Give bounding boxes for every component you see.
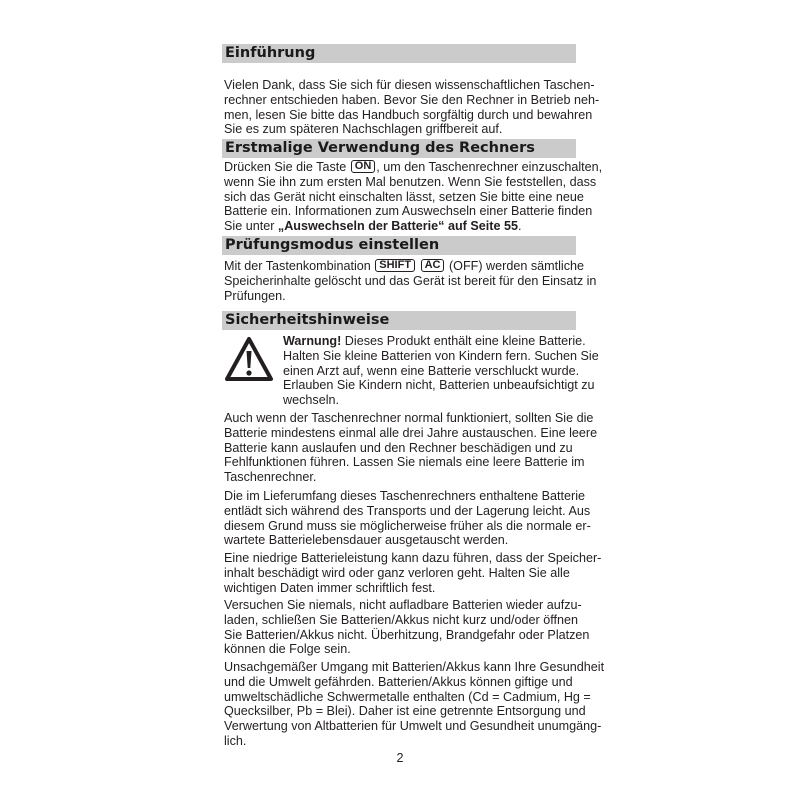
text-line	[224, 551, 602, 566]
paragraph-first-use	[224, 160, 603, 234]
text-segment: .	[517, 219, 522, 234]
text-line	[224, 78, 595, 93]
text-segment: Prüfungen.	[224, 288, 286, 303]
text-segment: Unsachgemäßer Umgang mit Batterien/Akkus kann Ihre Gesundheit	[224, 660, 605, 674]
text-segment: wichtigen Daten immer schriftlich fest.	[224, 580, 436, 595]
text-line	[224, 533, 580, 548]
text-line	[224, 566, 580, 581]
text-line	[224, 259, 585, 274]
text-line	[283, 378, 595, 393]
text-line	[224, 441, 580, 456]
text-segment: Sie Batterien/Akkus nicht. Überhitzung, Brandgefahr oder Platzen	[224, 627, 590, 642]
text-line	[224, 598, 580, 613]
text-line	[224, 518, 591, 534]
text-line	[224, 122, 580, 137]
text-line	[224, 581, 580, 596]
section-heading-einfuehrung: Einführung	[222, 44, 576, 63]
text-line	[283, 348, 599, 364]
text-line	[283, 364, 583, 379]
text-segment: (OFF) werden sämtliche	[445, 259, 585, 273]
text-line	[224, 675, 580, 690]
text-segment: Vielen Dank, dass Sie sich für diesen wissenschaftlichen Taschen-	[224, 78, 595, 92]
text-line	[224, 719, 602, 734]
text-segment: wenn Sie ihn zum ersten Mal benutzen. Wenn Sie feststellen, dass	[224, 174, 597, 189]
text-segment: Verwertung von Altbatterien für Umwelt und Gesundheit unumgäng-	[224, 719, 602, 734]
text-segment: diesem Grund muss sie möglicherweise früher als die normale er-	[224, 518, 591, 533]
paragraph-no-recharge	[224, 598, 590, 657]
warning-triangle-icon	[224, 336, 274, 382]
text-segment: Mit der Tastenkombination	[224, 259, 375, 273]
bold-text: Warnung!	[283, 334, 342, 348]
warning-paragraph	[283, 334, 599, 408]
section-heading-erstmalige-verwendung: Erstmalige Verwendung des Rechners	[222, 139, 576, 158]
paragraph-environment	[224, 660, 605, 749]
text-segment: Auch wenn der Taschenrechner normal funktioniert, sollten Sie die	[224, 411, 594, 425]
text-line	[224, 689, 591, 705]
text-segment: Dieses Produkt enthält eine kleine Batterie.	[341, 334, 586, 348]
paragraph-intro	[224, 78, 600, 137]
text-segment: Die im Lieferumfang dieses Taschenrechners enthaltene Batterie	[224, 489, 585, 503]
text-line	[224, 642, 580, 657]
paragraph-exam-mode	[224, 259, 597, 303]
text-segment: laden, schließen Sie Batterien/Akkus nicht kurz und/oder öffnen	[224, 612, 579, 627]
text-line	[224, 107, 593, 123]
paragraph-low-battery	[224, 551, 602, 595]
text-segment: einen Arzt auf, wenn eine Batterie verschluckt wurde.	[283, 363, 580, 378]
text-segment: Erlauben Sie Kindern nicht, Batterien unbeaufsichtigt zu	[283, 378, 595, 393]
key-on-icon: ON	[351, 160, 376, 173]
text-segment: entlädt sich während des Transports und der Lagerung leicht. Aus	[224, 503, 591, 518]
section-heading-sicherheitshinweise: Sicherheitshinweise	[222, 311, 576, 330]
text-line	[224, 627, 590, 643]
text-line	[224, 489, 585, 504]
text-segment: Batterie kann auslaufen und den Rechner beschädigen und zu	[224, 440, 573, 455]
text-segment	[416, 259, 420, 273]
section-heading-pruefungsmodus: Prüfungsmodus einstellen	[222, 236, 576, 255]
text-segment: Quecksilber, Pb = Blei). Daher ist eine getrennte Entsorgung und	[224, 704, 586, 719]
text-segment: wechseln.	[283, 393, 340, 408]
text-line	[224, 425, 598, 441]
text-segment: Fehlfunktionen führen. Lassen Sie niemals eine leere Batterie im	[224, 455, 585, 470]
text-line	[224, 455, 585, 470]
text-segment: Taschenrechner.	[224, 470, 317, 485]
text-segment: Speicherinhalte gelöscht und das Gerät ist bereit für den Einsatz in	[224, 273, 597, 288]
text-line	[224, 219, 580, 234]
text-line	[224, 189, 584, 205]
text-segment: Sie es zum späteren Nachschlagen griffbereit auf.	[224, 122, 503, 137]
text-segment: lich.	[224, 733, 247, 748]
text-line	[224, 174, 597, 190]
text-line	[224, 704, 586, 719]
text-segment: Eine niedrige Batterieleistung kann dazu führen, dass der Speicher-	[224, 551, 602, 565]
text-line	[224, 204, 593, 219]
text-segment: men, lesen Sie bitte das Handbuch sorgfältig durch und bewahren	[224, 107, 593, 122]
key-shift-icon: SHIFT	[375, 259, 415, 272]
text-line	[283, 334, 586, 349]
text-segment: Drücken Sie die Taste	[224, 160, 350, 174]
text-line	[283, 393, 583, 408]
text-segment: können die Folge sein.	[224, 642, 351, 657]
text-line	[224, 613, 580, 628]
text-line	[224, 92, 600, 108]
key-ac-icon: AC	[421, 259, 445, 272]
text-line	[224, 289, 580, 304]
text-segment: wartete Batterielebensdauer ausgetauscht werden.	[224, 533, 509, 548]
text-line	[224, 411, 594, 426]
paragraph-battery-replacement	[224, 411, 598, 485]
text-segment: Batterie ein. Informationen zum Auswechseln einer Batterie finden	[224, 204, 593, 219]
text-segment: sich das Gerät nicht einschalten lässt, setzen Sie bitte eine neue	[224, 189, 584, 204]
text-segment: inhalt beschädigt wird oder ganz verloren geht. Halten Sie alle	[224, 565, 570, 580]
text-line	[224, 273, 597, 289]
text-segment: und die Umwelt gefährden. Batterien/Akkus können giftige und	[224, 674, 573, 689]
text-line	[224, 160, 603, 175]
text-segment: Versuchen Sie niemals, nicht aufladbare Batterien wieder aufzu-	[224, 598, 582, 612]
text-segment: , um den Taschenrechner einzuschalten,	[376, 160, 603, 174]
page-number: 2	[396, 751, 404, 765]
paragraph-battery-discharge	[224, 489, 591, 548]
text-segment: Halten Sie kleine Batterien von Kindern fern. Suchen Sie	[283, 348, 599, 363]
text-segment: rechner entschieden haben. Bevor Sie den Rechner in Betrieb neh-	[224, 92, 600, 107]
bold-text: „Auswechseln der Batterie“ auf Seite 55	[277, 219, 518, 234]
text-line	[224, 470, 580, 485]
text-segment: Batterie mindestens einmal alle drei Jahre austauschen. Eine leere	[224, 425, 598, 440]
text-line	[224, 660, 605, 675]
text-line	[224, 734, 580, 749]
text-segment: umweltschädliche Schwermetalle enthalten (Cd = Cadmium, Hg =	[224, 689, 591, 704]
text-segment: Sie unter	[224, 219, 278, 234]
text-line	[224, 503, 591, 519]
